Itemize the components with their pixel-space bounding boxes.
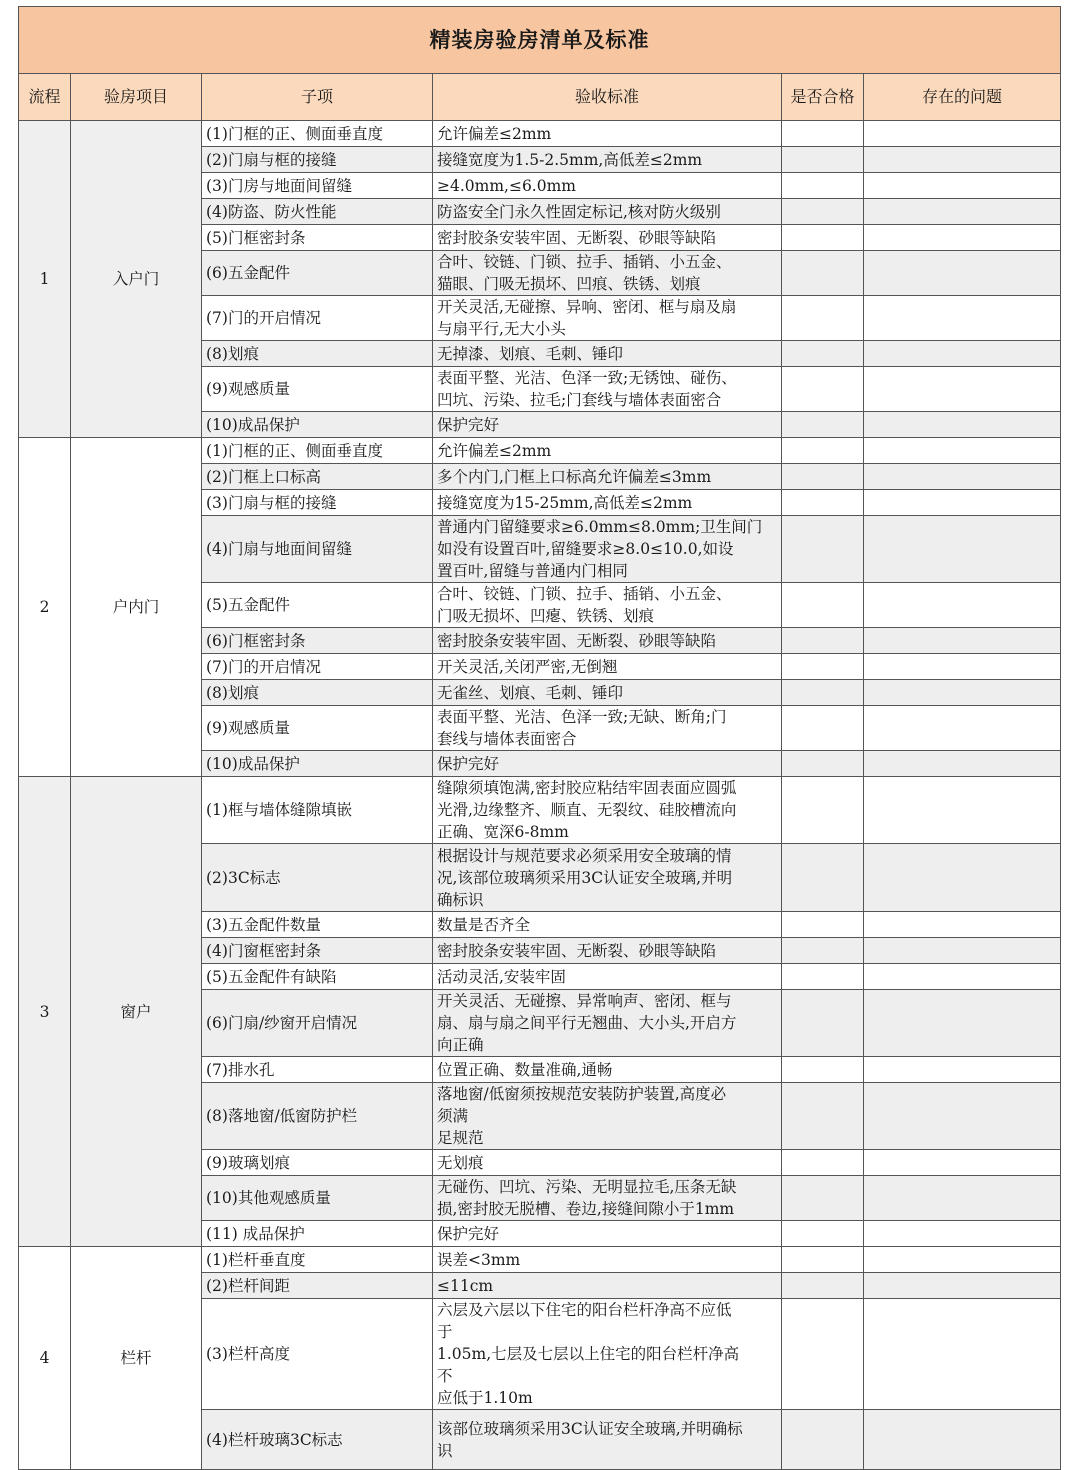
standard-cell: 保护完好 (433, 1221, 782, 1247)
standard-cell: 缝隙须填饱满,密封胶应粘结牢固表面应圆弧 光滑,边缘整齐、顺直、无裂纹、硅胶槽流向 正确、宽深6-8mm (433, 777, 782, 844)
pass-cell[interactable] (782, 1273, 864, 1299)
standard-cell: ≤11cm (433, 1273, 782, 1299)
issues-cell[interactable] (864, 706, 1061, 751)
standard-cell: 活动灵活,安装牢固 (433, 964, 782, 990)
inspection-item: 入户门 (71, 121, 202, 438)
pass-cell[interactable] (782, 367, 864, 412)
header-standard: 验收标准 (433, 74, 782, 121)
issues-cell[interactable] (864, 1410, 1061, 1470)
subitem-cell: (2)3C标志 (202, 844, 433, 912)
issues-cell[interactable] (864, 938, 1061, 964)
pass-cell[interactable] (782, 1247, 864, 1273)
pass-cell[interactable] (782, 1299, 864, 1410)
issues-cell[interactable] (864, 412, 1061, 438)
pass-cell[interactable] (782, 751, 864, 777)
table-row (19, 438, 1061, 464)
subitem-cell: (5)五金配件 (202, 583, 433, 628)
pass-cell[interactable] (782, 251, 864, 296)
subitem-cell: (9)玻璃划痕 (202, 1150, 433, 1176)
issues-cell[interactable] (864, 438, 1061, 464)
subitem-cell: (8)落地窗/低窗防护栏 (202, 1083, 433, 1150)
issues-cell[interactable] (864, 173, 1061, 199)
standard-cell: 开关灵活、无碰擦、异常响声、密闭、框与 扇、扇与扇之间平行无翘曲、大小头,开启方 向正确 (433, 990, 782, 1057)
pass-cell[interactable] (782, 1410, 864, 1470)
pass-cell[interactable] (782, 296, 864, 341)
table-row (19, 1247, 1061, 1273)
issues-cell[interactable] (864, 912, 1061, 938)
pass-cell[interactable] (782, 583, 864, 628)
standard-cell: 无划痕 (433, 1150, 782, 1176)
standard-cell: 防盗安全门永久性固定标记,核对防火级别 (433, 199, 782, 225)
issues-cell[interactable] (864, 121, 1061, 147)
header-pass: 是否合格 (782, 74, 864, 121)
header-process: 流程 (19, 74, 71, 121)
standard-cell: 误差<3mm (433, 1247, 782, 1273)
standard-cell: 密封胶条安装牢固、无断裂、砂眼等缺陷 (433, 628, 782, 654)
subitem-cell: (1)门框的正、侧面垂直度 (202, 121, 433, 147)
subitem-cell: (9)观感质量 (202, 706, 433, 751)
issues-cell[interactable] (864, 628, 1061, 654)
standard-cell: 无雀丝、划痕、毛刺、锤印 (433, 680, 782, 706)
issues-cell[interactable] (864, 1247, 1061, 1273)
standard-cell: 接缝宽度为1.5-2.5mm,高低差≤2mm (433, 147, 782, 173)
process-number: 3 (19, 777, 71, 1247)
inspection-item: 窗户 (71, 777, 202, 1247)
pass-cell[interactable] (782, 173, 864, 199)
standard-cell: 允许偏差≤2mm (433, 438, 782, 464)
issues-cell[interactable] (864, 990, 1061, 1057)
pass-cell[interactable] (782, 964, 864, 990)
subitem-cell: (6)门扇/纱窗开启情况 (202, 990, 433, 1057)
process-number: 1 (19, 121, 71, 438)
subitem-cell: (11) 成品保护 (202, 1221, 433, 1247)
pass-cell[interactable] (782, 1057, 864, 1083)
standard-cell: 合叶、铰链、门锁、拉手、插销、小五金、 猫眼、门吸无损坏、凹痕、铁锈、划痕 (433, 251, 782, 296)
issues-cell[interactable] (864, 964, 1061, 990)
subitem-cell: (1)框与墙体缝隙填嵌 (202, 777, 433, 844)
subitem-cell: (3)门扇与框的接缝 (202, 490, 433, 516)
header-issues: 存在的问题 (864, 74, 1061, 121)
subitem-cell: (8)划痕 (202, 680, 433, 706)
subitem-cell: (5)门框密封条 (202, 225, 433, 251)
standard-cell: 落地窗/低窗须按规范安装防护装置,高度必 须满 足规范 (433, 1083, 782, 1150)
pass-cell[interactable] (782, 938, 864, 964)
standard-cell: 开关灵活,无碰擦、异响、密闭、框与扇及扇 与扇平行,无大小头 (433, 296, 782, 341)
pass-cell[interactable] (782, 628, 864, 654)
pass-cell[interactable] (782, 777, 864, 844)
subitem-cell: (4)门扇与地面间留缝 (202, 516, 433, 583)
subitem-cell: (4)栏杆玻璃3C标志 (202, 1410, 433, 1470)
standard-cell: 表面平整、光洁、色泽一致;无锈蚀、碰伤、 凹坑、污染、拉毛;门套线与墙体表面密合 (433, 367, 782, 412)
standard-cell: ≥4.0mm,≤6.0mm (433, 173, 782, 199)
subitem-cell: (3)栏杆高度 (202, 1299, 433, 1410)
issues-cell[interactable] (864, 341, 1061, 367)
subitem-cell: (10)其他观感质量 (202, 1176, 433, 1221)
header-item: 验房项目 (71, 74, 202, 121)
subitem-cell: (8)划痕 (202, 341, 433, 367)
issues-cell[interactable] (864, 1299, 1061, 1410)
standard-cell: 保护完好 (433, 751, 782, 777)
pass-cell[interactable] (782, 912, 864, 938)
pass-cell[interactable] (782, 412, 864, 438)
standard-cell: 接缝宽度为15-25mm,高低差≤2mm (433, 490, 782, 516)
table-row (19, 777, 1061, 844)
standard-cell: 密封胶条安装牢固、无断裂、砂眼等缺陷 (433, 938, 782, 964)
pass-cell[interactable] (782, 680, 864, 706)
subitem-cell: (10)成品保护 (202, 412, 433, 438)
issues-cell[interactable] (864, 680, 1061, 706)
standard-cell: 位置正确、数量准确,通畅 (433, 1057, 782, 1083)
inspection-sheet (18, 6, 1060, 1470)
subitem-cell: (7)排水孔 (202, 1057, 433, 1083)
standard-cell: 表面平整、光洁、色泽一致;无缺、断角;门 套线与墙体表面密合 (433, 706, 782, 751)
pass-cell[interactable] (782, 438, 864, 464)
standard-cell: 保护完好 (433, 412, 782, 438)
pass-cell[interactable] (782, 464, 864, 490)
issues-cell[interactable] (864, 583, 1061, 628)
issues-cell[interactable] (864, 751, 1061, 777)
standard-cell: 多个内门,门框上口标高允许偏差≤3mm (433, 464, 782, 490)
issues-cell[interactable] (864, 844, 1061, 912)
issues-cell[interactable] (864, 225, 1061, 251)
pass-cell[interactable] (782, 225, 864, 251)
subitem-cell: (7)门的开启情况 (202, 654, 433, 680)
issues-cell[interactable] (864, 296, 1061, 341)
issues-cell[interactable] (864, 1150, 1061, 1176)
pass-cell[interactable] (782, 1083, 864, 1150)
process-number: 2 (19, 438, 71, 777)
issues-cell[interactable] (864, 490, 1061, 516)
pass-cell[interactable] (782, 1221, 864, 1247)
issues-cell[interactable] (864, 251, 1061, 296)
pass-cell[interactable] (782, 341, 864, 367)
subitem-cell: (10)成品保护 (202, 751, 433, 777)
process-number: 4 (19, 1247, 71, 1470)
pass-cell[interactable] (782, 199, 864, 225)
standard-cell: 无掉漆、划痕、毛刺、锤印 (433, 341, 782, 367)
standard-cell: 数量是否齐全 (433, 912, 782, 938)
pass-cell[interactable] (782, 844, 864, 912)
issues-cell[interactable] (864, 367, 1061, 412)
pass-cell[interactable] (782, 1150, 864, 1176)
standard-cell: 密封胶条安装牢固、无断裂、砂眼等缺陷 (433, 225, 782, 251)
subitem-cell: (1)门框的正、侧面垂直度 (202, 438, 433, 464)
subitem-cell: (6)门框密封条 (202, 628, 433, 654)
subitem-cell: (5)五金配件有缺陷 (202, 964, 433, 990)
standard-cell: 该部位玻璃须采用3C认证安全玻璃,并明确标 识 (433, 1410, 782, 1470)
subitem-cell: (3)门房与地面间留缝 (202, 173, 433, 199)
issues-cell[interactable] (864, 516, 1061, 583)
subitem-cell: (3)五金配件数量 (202, 912, 433, 938)
issues-cell[interactable] (864, 654, 1061, 680)
sheet-title: 精装房验房清单及标准 (19, 7, 1061, 74)
standard-cell: 普通内门留缝要求≥6.0mm≤8.0mm;卫生间门 如没有设置百叶,留缝要求≥8.0≤10.0,如设 置百叶,留缝与普通内门相同 (433, 516, 782, 583)
subitem-cell: (9)观感质量 (202, 367, 433, 412)
standard-cell: 无碰伤、凹坑、污染、无明显拉毛,压条无缺 损,密封胶无脱槽、卷边,接缝间隙小于1mm (433, 1176, 782, 1221)
subitem-cell: (7)门的开启情况 (202, 296, 433, 341)
subitem-cell: (4)门窗框密封条 (202, 938, 433, 964)
pass-cell[interactable] (782, 1176, 864, 1221)
pass-cell[interactable] (782, 147, 864, 173)
inspection-table (18, 6, 1061, 1470)
pass-cell[interactable] (782, 121, 864, 147)
issues-cell[interactable] (864, 777, 1061, 844)
standard-cell: 开关灵活,关闭严密,无倒翘 (433, 654, 782, 680)
issues-cell[interactable] (864, 464, 1061, 490)
subitem-cell: (2)栏杆间距 (202, 1273, 433, 1299)
inspection-item: 栏杆 (71, 1247, 202, 1470)
pass-cell[interactable] (782, 516, 864, 583)
inspection-item: 户内门 (71, 438, 202, 777)
subitem-cell: (4)防盗、防火性能 (202, 199, 433, 225)
header-subitem: 子项 (202, 74, 433, 121)
issues-cell[interactable] (864, 147, 1061, 173)
pass-cell[interactable] (782, 706, 864, 751)
standard-cell: 六层及六层以下住宅的阳台栏杆净高不应低 于 1.05m,七层及七层以上住宅的阳台栏杆净高 不 应低于1.10m (433, 1299, 782, 1410)
issues-cell[interactable] (864, 1083, 1061, 1150)
subitem-cell: (1)栏杆垂直度 (202, 1247, 433, 1273)
subitem-cell: (2)门扇与框的接缝 (202, 147, 433, 173)
standard-cell: 合叶、铰链、门锁、拉手、插销、小五金、 门吸无损坏、凹瘪、铁锈、划痕 (433, 583, 782, 628)
pass-cell[interactable] (782, 654, 864, 680)
issues-cell[interactable] (864, 1176, 1061, 1221)
issues-cell[interactable] (864, 199, 1061, 225)
table-row (19, 121, 1061, 147)
subitem-cell: (2)门框上口标高 (202, 464, 433, 490)
pass-cell[interactable] (782, 490, 864, 516)
issues-cell[interactable] (864, 1221, 1061, 1247)
standard-cell: 根据设计与规范要求必须采用安全玻璃的情 况,该部位玻璃须采用3C认证安全玻璃,并明 确标识 (433, 844, 782, 912)
issues-cell[interactable] (864, 1057, 1061, 1083)
standard-cell: 允许偏差≤2mm (433, 121, 782, 147)
subitem-cell: (6)五金配件 (202, 251, 433, 296)
pass-cell[interactable] (782, 990, 864, 1057)
issues-cell[interactable] (864, 1273, 1061, 1299)
